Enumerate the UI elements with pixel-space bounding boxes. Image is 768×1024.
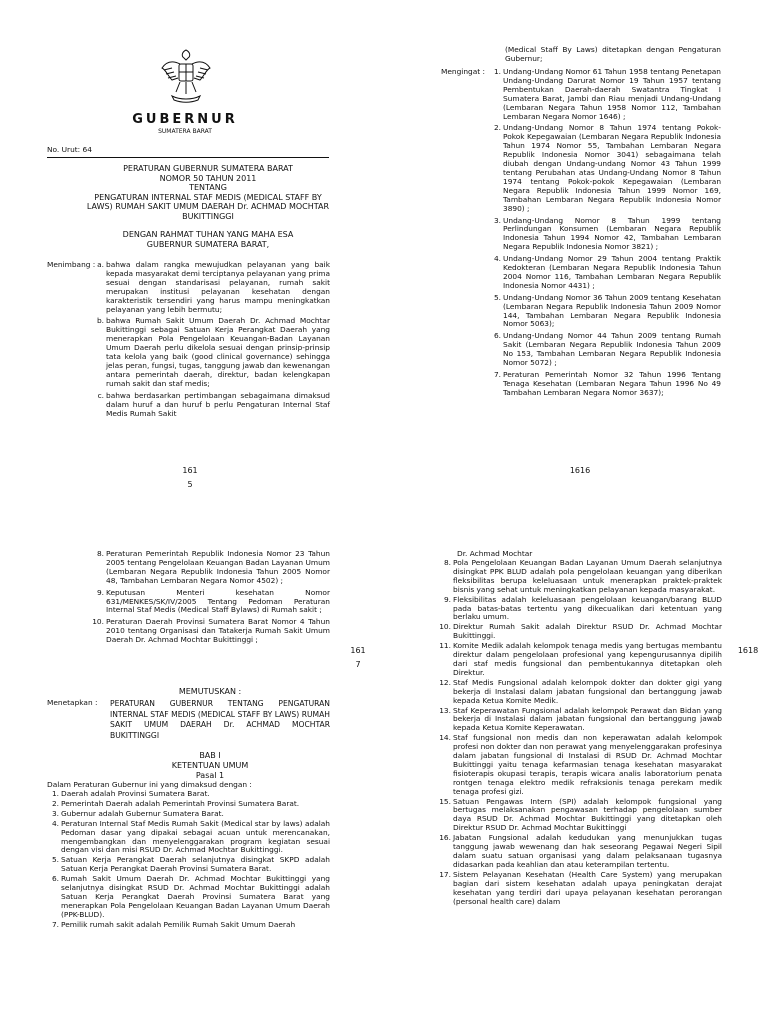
item-number: b.: [96, 316, 104, 326]
item-text: Peraturan Internal Staf Medis Rumah Sakit (Medical star by laws) adalah Pedoman dasar yang dipakai sebagai acuan untuk merencanakan, mengembangkan dan menyelenggarakan program kegiatan sesuai dengan visi dan misi RSUD Dr. Achmad Mochtar Bukittinggi.: [61, 818, 330, 855]
item-text: Peraturan Daerah Provinsi Sumatera Barat Nomor 4 Tahun 2010 tentang Organisasi dan Tatakerja Rumah Sakit Umum Daerah Dr. Achmad Mochtar Bukittinggi ;: [106, 617, 330, 645]
regulation-number: NOMOR 50 TAHUN 2011: [159, 173, 257, 183]
menimbang-item: [90, 392, 330, 419]
definition-item: [45, 790, 330, 799]
item-number: 6.: [493, 331, 501, 341]
item-text: Komite Medik adalah kelompok tenaga medis yang bertugas membantu direktur dalam pengelolaan profesional yang kepengurusannya dipilih dari staf medis fungsional dan pembentukannya ditetapkan oleh Direktur.: [453, 641, 722, 677]
menetapkan-label: Menetapkan :: [47, 698, 98, 707]
consideration-list-continued: [90, 550, 330, 648]
item-text: Direktur Rumah Sakit adalah Direktur RSUD Dr. Achmad Mochtar Bukittinggi.: [453, 622, 722, 641]
page-number-161b: 161: [350, 646, 366, 655]
item-number: 8.: [443, 558, 451, 567]
item-text: Satuan Kerja Perangkat Daerah selanjutnya disingkat SKPD adalah Satuan Kerja Perangkat Daerah Provinsi Sumatera Barat.: [61, 855, 330, 874]
regulation-name: PERATURAN GUBERNUR SUMATERA BARAT: [123, 164, 293, 173]
menimbang-label: Menimbang :: [47, 260, 96, 269]
item-number: 15.: [439, 796, 451, 806]
definitions-intro: Dalam Peraturan Gubernur ini yang dimaksud dengan :: [47, 780, 252, 789]
gubernur-title: GUBERNUR: [132, 112, 238, 127]
regulation-tentang: TENTANG: [189, 183, 227, 192]
garuda-emblem: [158, 46, 214, 106]
mengingat-item: [487, 124, 721, 213]
bab-heading: [110, 751, 310, 780]
mengingat-item: [487, 255, 721, 291]
item-text: Pola Pengelolaan Keuangan Badan Layanan Umum Daerah selanjutnya disingkat PPK BLUD adalah pola pengelolaan keuangan yang diberikan fleksibilitas berupa keleluasaan untuk menerapkan praktek-praktek bisnis yang sehat untuk meningkatkan pelayanan kepada masyarakat.: [453, 558, 722, 594]
page-number-1618: 1618: [737, 646, 759, 655]
preamble-line2: GUBERNUR SUMATERA BARAT,: [146, 239, 270, 249]
item-text: Pemilik rumah sakit adalah Pemilik Rumah Sakit Umum Daerah: [61, 919, 296, 929]
item-number: 9.: [443, 594, 451, 604]
mengingat-item: [487, 294, 721, 330]
item-number: 5.: [51, 855, 59, 865]
definition-item: [437, 798, 722, 834]
definition-item: [45, 921, 330, 930]
mengingat-list: [487, 68, 721, 401]
item-number: 10.: [439, 622, 451, 632]
mengingat-item: [487, 68, 721, 121]
item-text: bahwa dalam rangka mewujudkan pelayanan yang baik kepada masyarakat demi terciptanya pelayanan yang prima sesuai dengan standarisasi pelayanan, rumah sakit merupakan institusi pelayanan kesehatan dengan karakteristik tersendiri yang harus mampu meningkatkan pelayanan yang lebih bermutu;: [106, 260, 330, 314]
item-text: Staf fungsional non medis dan non keperawatan adalah kelompok profesi non dokter dan non perawat yang menyelenggarakan profesinya dalam jabatan fungsional di Instalasi di RSUD Dr. Achmad Mochtar Bukittinggi yaitu tenaga kefarmasian tenaga kesehatan masyarakat fisioterapis okupasi terapis, terapis wicara analis laboratorium penata rontgen tenaga elektro medik refraksionis tenaga perekam medik tenaga profesi gizi.: [453, 733, 722, 796]
definitions-list-right: [437, 559, 722, 907]
item-text: Peraturan Pemerintah Nomor 32 Tahun 1996 Tentang Tenaga Kesehatan (Lembaran Negara Tahun 1996 No 49 Tambahan Lembaran Negara Nomor 3637);: [503, 370, 721, 397]
item-number: 1.: [51, 789, 59, 798]
definition-item: [45, 875, 330, 920]
menimbang-list: [90, 261, 330, 421]
item-text: Staf Medis Fungsional adalah kelompok dokter dan dokter gigi yang bekerja di Instalasi dalam jabatan fungsional dan bertanggung jawab kepada Ketua Komite Medik.: [453, 677, 722, 705]
definition-item: [437, 871, 722, 907]
definition-item: [437, 623, 722, 641]
page-number-5: 5: [187, 480, 193, 489]
no-urut: No. Urut: 64: [47, 145, 92, 154]
definition-item: [437, 559, 722, 595]
item-number: 14.: [439, 733, 451, 743]
province-subtitle: SUMATERA BARAT: [158, 128, 212, 135]
item-text: Undang-Undang Nomor 36 Tahun 2009 tentang Kesehatan (Lembaran Negara Republik Indonesia Tahun 2009 Nomor 144, Tambahan Lembaran Negara Republik Indonesia Nomor 5063);: [503, 292, 721, 329]
regulation-heading: [83, 164, 333, 221]
item-number: 11.: [439, 641, 451, 651]
preamble-heading: [83, 230, 333, 249]
menetapkan-text: PERATURAN GUBERNUR TENTANG PENGATURAN INTERNAL STAF MEDIS (MEDICAL STAFF BY LAWS) RUMAH SAKIT UMUM DAERAH Dr. ACHMAD MOCHTAR BUKITTINGGI: [110, 699, 330, 740]
item-text: Undang-Undang Nomor 8 Tahun 1999 tentang Perlindungan Konsumen (Lembaran Negara Republik Indonesia Tahun 1994 Nomor 42, Tambahan Lembaran Negara Republik Indonesia Nomor 3821) ;: [503, 215, 721, 252]
item-number: 3.: [51, 808, 59, 818]
mengingat-continuation: (Medical Staff By Laws) ditetapkan dengan Pengaturan Gubernur;: [505, 45, 721, 63]
mengingat-item: [487, 217, 721, 253]
definition-item: [45, 800, 330, 809]
item-text: Undang-Undang Nomor 8 Tahun 1974 tentang Pokok-Pokok Kepegawaian (Lembaran Negara Republik Indonesia Tahun 1974 Nomor 55, Tambahan Lembaran Negara Republik Indonesia Nomor 3041) sebagaimana telah diubah dengan Undang-undang Nomor 43 Tahun 1999 tentang Perubahan atas Undang-Undang Nomor 8 Tahun 1974 tentang Pokok-pokok Kepegawaian (Lembaran Negara Republik Indonesia Tahun 1999 Nomor 169, Tambahan Lembaran Negara Republik Indonesia Nomor 3890) ;: [503, 123, 721, 213]
preamble-line1: DENGAN RAHMAT TUHAN YANG MAHA ESA: [122, 230, 294, 239]
item-number: a.: [97, 260, 104, 269]
header-rule: [47, 157, 329, 158]
definitions-list-left: [45, 790, 330, 931]
item-text: Pemerintah Daerah adalah Pemerintah Provinsi Sumatera Barat.: [61, 798, 300, 808]
item-text: Undang-Undang Nomor 44 Tahun 2009 tentang Rumah Sakit (Lembaran Negara Republik Indonesia Tahun 2009 No 153, Tambahan Lembaran Negara Republik Indonesia Nomor 5072) ;: [503, 331, 721, 368]
item-number: 4.: [493, 254, 501, 264]
mengingat-item: [487, 332, 721, 368]
item-text: Jabatan Fungsional adalah kedudukan yang menunjukkan tugas tanggung jawab wewenang dan hak seseorang Pegawai Negeri Sipil dalam suatu satuan organisasi yang dalam pelaksanaan tugasnya didasarkan pada keahlian dan atau keterampilan tertentu.: [453, 833, 722, 869]
item-text: Fleksibilitas adalah keleluasaan pengelolaan keuangan/barang BLUD pada batas-batas tertentu yang dikecualikan dari ketentuan yang berlaku umum.: [453, 594, 722, 622]
pasal-number: Pasal 1: [195, 770, 225, 780]
item-number: 4.: [51, 818, 59, 828]
definition-item: [437, 834, 722, 870]
mengingat-item: [487, 371, 721, 398]
item-text: Undang-Undang Nomor 61 Tahun 1958 tentang Penetapan Undang-Undang Darurat Nomor 19 Tahun 1957 tentang Pembentukan Daerah-daerah Swatantra Tingkat I Sumatera Barat, Jambi dan Riau menjadi Undang-Undang (Lembaran Negara Tahun 1958 Nomor 112, Tambahan Lembaran Negara Nomor 1646) ;: [503, 67, 721, 121]
item-number: 8.: [96, 549, 104, 558]
item-text: bahwa Rumah Sakit Umum Daerah Dr. Achmad Mochtar Bukittinggi sebagai Satuan Kerja Perangkat Daerah yang menerapkan Pola Pengelolaan Keuangan-Badan Layanan Umum Daerah perlu dikelola sesuai dengan prinsip-prinsip tata kelola yang baik (good clinical governance) sehingga jelas peran, fungsi, tugas, tanggung jawab dan kewenangan antara pemerintah daerah, direktur, badan kelengkapan rumah sakit dan staf medis;: [106, 316, 330, 388]
item-number: 6.: [51, 874, 59, 884]
item-number: 13.: [439, 705, 451, 715]
definition-item: [45, 810, 330, 819]
item-number: 2.: [51, 798, 59, 808]
item-text: bahwa berdasarkan pertimbangan sebagaimana dimaksud dalam huruf a dan huruf b perlu Pengaturan Internal Staf Medis Rumah Sakit: [106, 390, 330, 418]
item-text: Satuan Pengawas Intern (SPI) adalah kelompok fungsional yang bertugas melaksanakan pengawasan terhadap pengelolaan sumber daya RSUD Dr. Achmad Mochtar Bukittinggi yang ditetapkan oleh Direktur RSUD Dr. Achmad Mochtar Bukittinggi: [453, 796, 722, 833]
item-number: 1.: [493, 67, 501, 76]
item-number: 12.: [439, 677, 451, 687]
mengingat-label: Mengingat :: [441, 67, 485, 76]
bab-title: KETENTUAN UMUM: [171, 760, 249, 770]
definition-item: [45, 856, 330, 874]
item-number: 10.: [92, 617, 104, 627]
definition-item: [437, 642, 722, 678]
memutuskan: MEMUTUSKAN :: [178, 687, 242, 696]
item-text: Rumah Sakit Umum Daerah Dr. Achmad Mochtar Bukittinggi yang selanjutnya disingkat RSUD Dr. Achmad Mochtar Bukittinggi adalah Satuan Kerja Perangkat Daerah Provinsi Sumatera Barat yang menerapkan Pola Pengelolaan Keuangan Badan Layanan Umum Daerah (PPK-BLUD).: [61, 874, 330, 919]
item-number: c.: [97, 390, 104, 400]
mengingat-item: [90, 550, 330, 586]
item-number: 2.: [493, 123, 501, 133]
page-number-161: 161: [182, 466, 198, 475]
menimbang-item: [90, 317, 330, 388]
item-number: 5.: [493, 292, 501, 302]
bab-number: BAB I: [199, 751, 221, 760]
definition-item: [437, 596, 722, 623]
item-text: Undang-Undang Nomor 29 Tahun 2004 tentang Praktik Kedokteran (Lembaran Negara Republik Indonesia Tahun 2004 Nomor 116, Tambahan Lembaran Negara Republik Indonesia Nomor 4431) ;: [503, 254, 721, 290]
regulation-subject: PENGATURAN INTERNAL STAF MEDIS (MEDICAL STAFF BY LAWS) RUMAH SAKIT UMUM DAERAH Dr. ACHMAD MOCHTAR BUKITTINGGI: [86, 192, 330, 221]
page-number-7: 7: [355, 660, 361, 669]
item-text: Daerah adalah Provinsi Sumatera Barat.: [61, 789, 210, 798]
definition-item: [437, 707, 722, 734]
page-number-1616: 1616: [569, 466, 591, 475]
mengingat-item: [90, 589, 330, 616]
item-text: Sistem Pelayanan Kesehatan (Health Care System) yang merupakan bagian dari sistem kesehatan adalah upaya peningkatan derajat kesehatan yang terdiri dari upaya pelayanan kesehatan perorangan (personal health care) dalam: [453, 869, 722, 906]
item-number: 9.: [96, 587, 104, 597]
item-number: 17.: [439, 869, 451, 879]
item-text: Staf Keperawatan Fungsional adalah kelompok Perawat dan Bidan yang bekerja di Instalasi dalam jabatan fungsional dan bertanggung jawab kepada Ketua Komite Keperawatan.: [453, 705, 722, 733]
item-text: Keputusan Menteri kesehatan Nomor 631/MENKES/SK/IV/2005 Tentang Pedoman Peraturan Internal Staf Medis (Medical Staff Bylaws) di Rumah sakit ;: [106, 587, 330, 615]
definition-item: [45, 820, 330, 856]
item-number: 7.: [493, 370, 501, 379]
definition-7-continuation: Dr. Achmad Mochtar: [457, 549, 533, 558]
item-number: 16.: [439, 833, 451, 843]
definition-item: [437, 679, 722, 706]
item-number: 3.: [493, 215, 501, 225]
mengingat-item: [90, 618, 330, 645]
item-text: Gubernur adalah Gubernur Sumatera Barat.: [61, 808, 224, 818]
menimbang-item: [90, 261, 330, 314]
definition-item: [437, 734, 722, 796]
item-text: Peraturan Pemerintah Republik Indonesia Nomor 23 Tahun 2005 tentang Pengelolaan Keuangan Badan Layanan Umum (Lembaran Negara Republik Indonesia Tahun 2005 Nomor 48, Tambahan Lembaran Negara Nomor 4502) ;: [106, 549, 330, 585]
garuda-icon: [158, 46, 214, 106]
item-number: 7.: [51, 919, 59, 929]
